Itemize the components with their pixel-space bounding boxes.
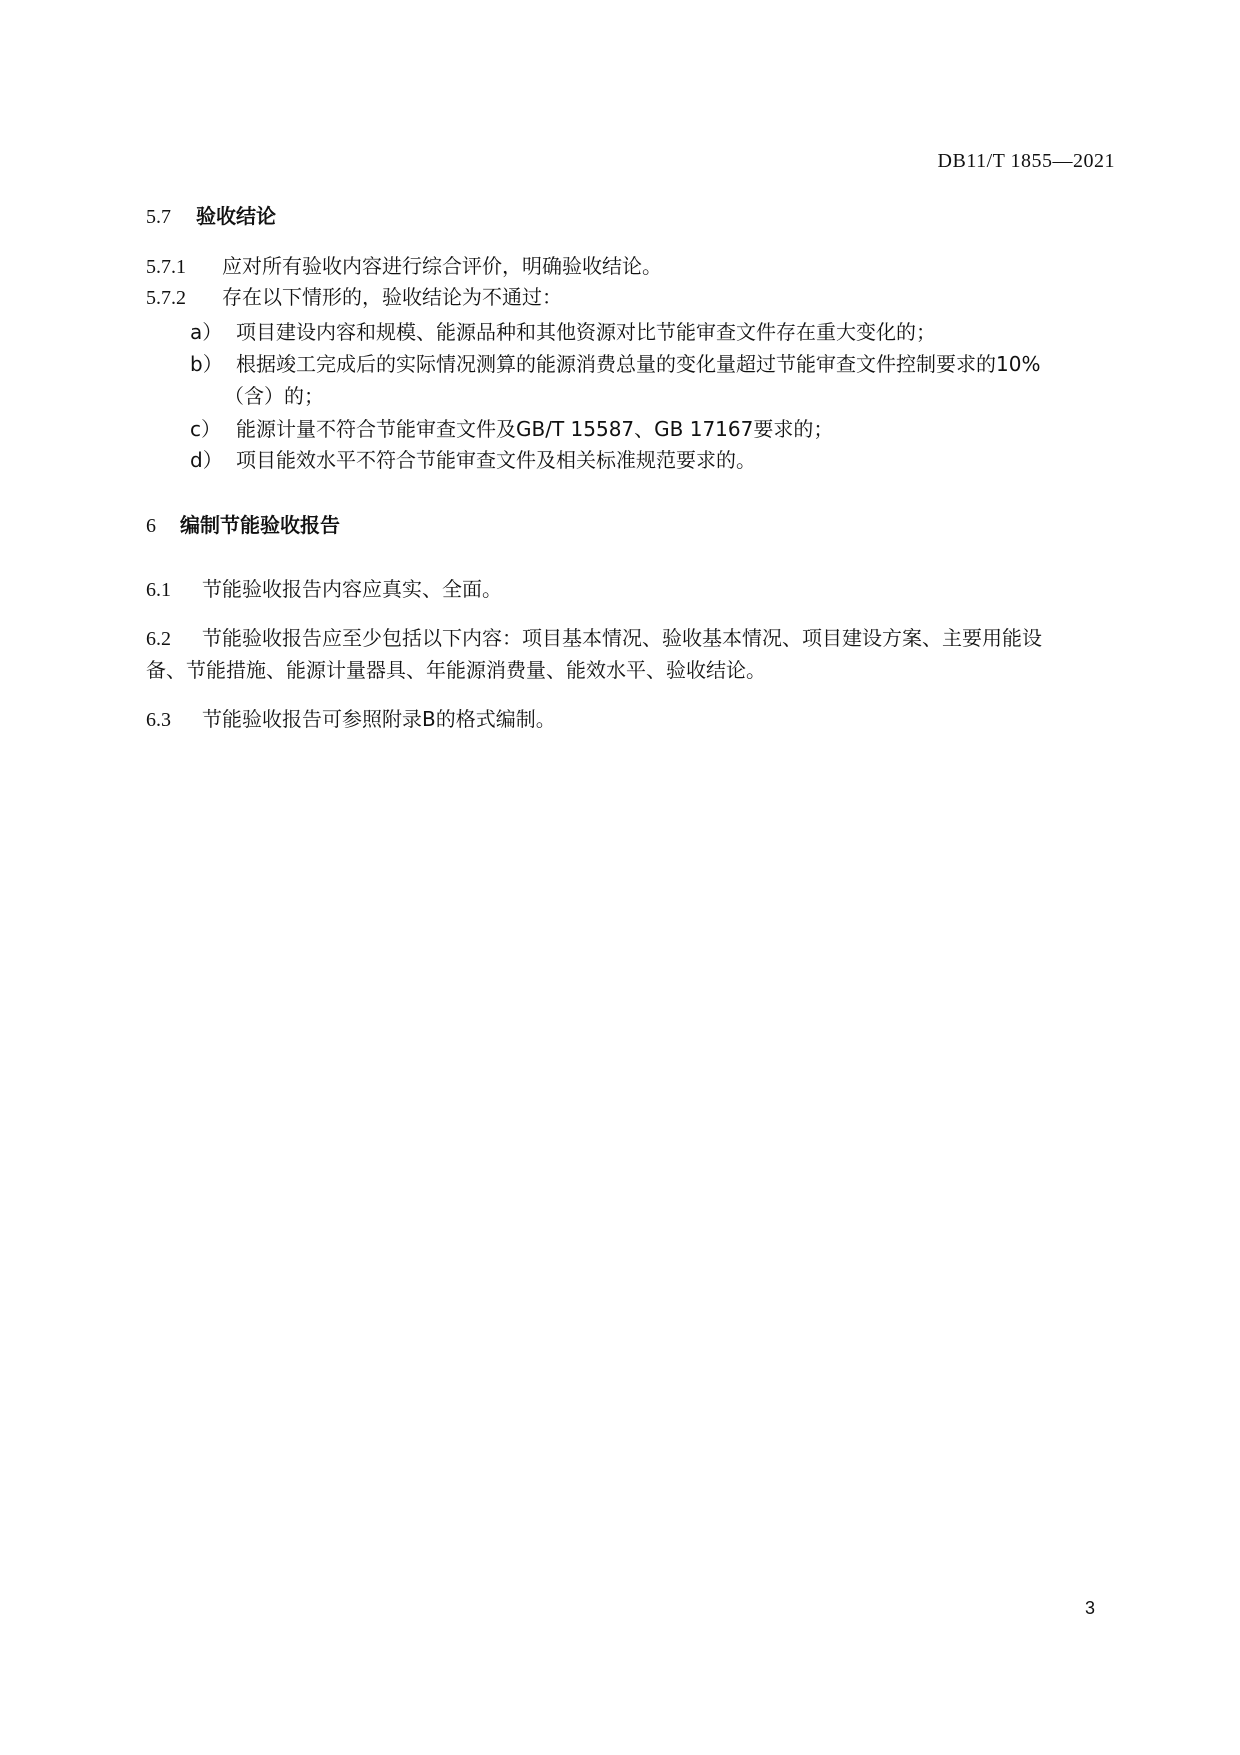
clause-5-7-1 [146, 252, 662, 281]
section-title: 编制节能验收报告 [180, 513, 340, 537]
document-code: DB11/T 1855—2021 [937, 150, 1115, 172]
clause-6-1 [146, 575, 502, 604]
clause-number: 6.1 [146, 579, 171, 601]
list-item-text: 项目建设内容和规模、能源品种和其他资源对比节能审查文件存在重大变化的； [236, 320, 936, 344]
list-item-text: 项目能效水平不符合节能审查文件及相关标准规范要求的。 [236, 448, 756, 472]
page-number: 3 [1084, 1598, 1095, 1618]
list-marker: b） [190, 352, 223, 376]
clause-5-7-2 [146, 283, 562, 312]
clause-number: 6.3 [146, 709, 171, 731]
clause-number: 5.7.2 [146, 287, 186, 309]
list-item-a [190, 318, 936, 346]
list-marker: d） [190, 448, 223, 472]
list-item-d [190, 446, 756, 474]
section-title: 验收结论 [196, 204, 276, 228]
clause-number: 6.2 [146, 628, 171, 650]
clause-number: 5.7.1 [146, 256, 186, 278]
list-marker: c） [190, 417, 221, 441]
clause-6-3 [146, 705, 556, 734]
section-heading-5-7 [146, 202, 276, 231]
section-number: 5.7 [146, 206, 171, 228]
clause-6-2 [146, 624, 1042, 653]
section-heading-6 [146, 511, 340, 540]
list-item-b-continuation: （含）的； [224, 384, 324, 408]
section-number: 6 [146, 515, 156, 537]
clause-text: 应对所有验收内容进行综合评价，明确验收结论。 [222, 254, 662, 278]
clause-text: 节能验收报告可参照附录B的格式编制。 [202, 707, 556, 731]
clause-text: 存在以下情形的，验收结论为不通过： [222, 285, 562, 309]
list-item-b [190, 350, 1040, 378]
clause-6-2-continuation: 备、节能措施、能源计量器具、年能源消费量、能效水平、验收结论。 [146, 658, 766, 682]
list-item-text: 根据竣工完成后的实际情况测算的能源消费总量的变化量超过节能审查文件控制要求的10% [236, 352, 1041, 376]
clause-text: 节能验收报告应至少包括以下内容：项目基本情况、验收基本情况、项目建设方案、主要用能设 [202, 626, 1042, 650]
list-item-text: 能源计量不符合节能审查文件及GB/T 15587、GB 17167要求的； [236, 417, 834, 441]
list-item-c [190, 415, 833, 443]
list-marker: a） [190, 320, 223, 344]
clause-text: 节能验收报告内容应真实、全面。 [202, 577, 502, 601]
